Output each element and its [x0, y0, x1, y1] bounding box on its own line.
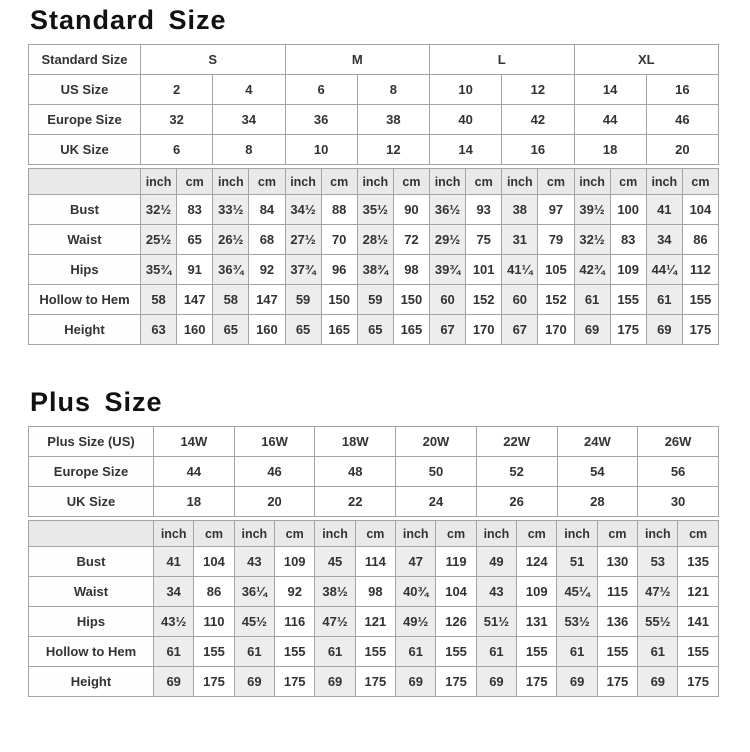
- table-row: [29, 667, 719, 697]
- measurement-value-cell: 109: [517, 577, 557, 607]
- unit-header-cell: cm: [177, 169, 213, 195]
- unit-header-cell: cm: [436, 521, 476, 547]
- measurement-value-cell: 86: [194, 577, 234, 607]
- size-number-cell: 52: [476, 457, 557, 487]
- measurement-value-cell: 93: [466, 195, 502, 225]
- measurement-value-cell: 34½: [285, 195, 321, 225]
- measurement-value-cell: 43: [476, 577, 516, 607]
- measurement-value-cell: 131: [517, 607, 557, 637]
- measurement-value-cell: 135: [678, 547, 718, 577]
- measurement-value-cell: 26½: [213, 225, 249, 255]
- row-label-cell: US Size: [29, 75, 141, 105]
- measurement-value-cell: 141: [678, 607, 718, 637]
- size-group-cell: M: [285, 45, 430, 75]
- size-number-cell: 20: [646, 135, 718, 165]
- measurement-value-cell: 101: [466, 255, 502, 285]
- row-label-cell: Bust: [29, 547, 154, 577]
- measurement-value-cell: 61: [646, 285, 682, 315]
- size-number-cell: 18: [154, 487, 235, 517]
- measurement-value-cell: 58: [141, 285, 177, 315]
- measurement-value-cell: 109: [610, 255, 646, 285]
- table-row: [29, 487, 719, 517]
- measurement-value-cell: 83: [177, 195, 213, 225]
- measurement-value-cell: 38¾: [357, 255, 393, 285]
- measurement-value-cell: 38: [502, 195, 538, 225]
- measurement-value-cell: 45½: [234, 607, 274, 637]
- table-row: [29, 285, 719, 315]
- unit-header-cell: cm: [355, 521, 395, 547]
- size-group-cell: L: [430, 45, 575, 75]
- measurement-value-cell: 35¾: [141, 255, 177, 285]
- measurement-value-cell: 79: [538, 225, 574, 255]
- measurement-value-cell: 115: [597, 577, 637, 607]
- unit-header-cell: inch: [502, 169, 538, 195]
- measurement-value-cell: 42¾: [574, 255, 610, 285]
- table-row: [29, 195, 719, 225]
- size-group-cell: 24W: [557, 427, 638, 457]
- table-row: [29, 577, 719, 607]
- measurement-value-cell: 63: [141, 315, 177, 345]
- unit-header-cell: inch: [315, 521, 355, 547]
- measurement-value-cell: 51: [557, 547, 597, 577]
- size-group-cell: 26W: [638, 427, 719, 457]
- measurement-value-cell: 35½: [357, 195, 393, 225]
- measurement-value-cell: 112: [682, 255, 718, 285]
- size-number-cell: 36: [285, 105, 357, 135]
- measurement-value-cell: 65: [177, 225, 213, 255]
- table-row: [29, 255, 719, 285]
- size-number-cell: 46: [646, 105, 718, 135]
- measurement-value-cell: 65: [213, 315, 249, 345]
- measurement-value-cell: 152: [466, 285, 502, 315]
- size-group-cell: 14W: [154, 427, 235, 457]
- measurement-value-cell: 60: [430, 285, 466, 315]
- measurement-value-cell: 31: [502, 225, 538, 255]
- measurement-value-cell: 27½: [285, 225, 321, 255]
- measurement-value-cell: 110: [194, 607, 234, 637]
- measurement-value-cell: 61: [557, 637, 597, 667]
- unit-header-cell: cm: [678, 521, 718, 547]
- measurement-value-cell: 130: [597, 547, 637, 577]
- measurement-value-cell: 98: [355, 577, 395, 607]
- measurement-value-cell: 147: [249, 285, 285, 315]
- measurement-value-cell: 69: [557, 667, 597, 697]
- row-label-cell: Waist: [29, 577, 154, 607]
- measurement-value-cell: 104: [436, 577, 476, 607]
- units-row: [29, 169, 719, 195]
- unit-header-cell: inch: [638, 521, 678, 547]
- measurement-value-cell: 175: [355, 667, 395, 697]
- measurements-table: [28, 520, 719, 697]
- unit-header-cell: inch: [430, 169, 466, 195]
- size-number-cell: 20: [234, 487, 315, 517]
- size-number-cell: 8: [213, 135, 285, 165]
- measurement-value-cell: 155: [682, 285, 718, 315]
- unit-header-cell: inch: [574, 169, 610, 195]
- measurement-value-cell: 51½: [476, 607, 516, 637]
- size-number-cell: 14: [430, 135, 502, 165]
- measurement-value-cell: 68: [249, 225, 285, 255]
- measurement-value-cell: 43½: [154, 607, 194, 637]
- measurement-value-cell: 92: [275, 577, 315, 607]
- measurement-value-cell: 25½: [141, 225, 177, 255]
- size-number-cell: 6: [285, 75, 357, 105]
- measurement-value-cell: 43: [234, 547, 274, 577]
- table-row: [29, 637, 719, 667]
- unit-header-cell: cm: [610, 169, 646, 195]
- row-label-cell: UK Size: [29, 135, 141, 165]
- measurement-value-cell: 155: [275, 637, 315, 667]
- measurement-value-cell: 90: [393, 195, 429, 225]
- measurement-value-cell: 69: [396, 667, 436, 697]
- table-row: [29, 105, 719, 135]
- size-number-cell: 14: [574, 75, 646, 105]
- measurement-value-cell: 37¾: [285, 255, 321, 285]
- measurement-value-cell: 119: [436, 547, 476, 577]
- size-number-cell: 34: [213, 105, 285, 135]
- measurement-value-cell: 47½: [315, 607, 355, 637]
- measurement-value-cell: 70: [321, 225, 357, 255]
- measurement-value-cell: 96: [321, 255, 357, 285]
- units-corner-cell: [29, 521, 154, 547]
- measurement-value-cell: 59: [357, 285, 393, 315]
- measurement-value-cell: 121: [678, 577, 718, 607]
- measurement-value-cell: 36¾: [213, 255, 249, 285]
- size-number-cell: 40: [430, 105, 502, 135]
- row-label-cell: Height: [29, 315, 141, 345]
- unit-header-cell: inch: [396, 521, 436, 547]
- unit-header-cell: cm: [538, 169, 574, 195]
- row-label-cell: Europe Size: [29, 105, 141, 135]
- size-group-cell: 22W: [476, 427, 557, 457]
- size-number-cell: 8: [357, 75, 429, 105]
- plus-size-title: Plus Size: [30, 387, 163, 417]
- measurement-value-cell: 67: [430, 315, 466, 345]
- unit-header-cell: cm: [393, 169, 429, 195]
- measurement-value-cell: 175: [275, 667, 315, 697]
- row-label-cell: Hollow to Hem: [29, 285, 141, 315]
- measurement-value-cell: 155: [436, 637, 476, 667]
- measurement-value-cell: 59: [285, 285, 321, 315]
- measurement-value-cell: 65: [357, 315, 393, 345]
- size-number-cell: 18: [574, 135, 646, 165]
- measurement-value-cell: 36¼: [234, 577, 274, 607]
- measurement-value-cell: 175: [517, 667, 557, 697]
- table-row: [29, 457, 719, 487]
- size-number-cell: 30: [638, 487, 719, 517]
- measurement-value-cell: 38½: [315, 577, 355, 607]
- measurement-value-cell: 61: [154, 637, 194, 667]
- size-group-cell: XL: [574, 45, 719, 75]
- unit-header-cell: inch: [141, 169, 177, 195]
- size-number-cell: 46: [234, 457, 315, 487]
- measurement-value-cell: 175: [610, 315, 646, 345]
- measurement-value-cell: 104: [682, 195, 718, 225]
- unit-header-cell: cm: [517, 521, 557, 547]
- measurement-value-cell: 69: [574, 315, 610, 345]
- measurement-value-cell: 41: [646, 195, 682, 225]
- measurement-value-cell: 175: [436, 667, 476, 697]
- table-row: [29, 45, 719, 75]
- row-label-cell: Hips: [29, 255, 141, 285]
- size-number-cell: 44: [574, 105, 646, 135]
- size-number-cell: 4: [213, 75, 285, 105]
- measurement-value-cell: 45: [315, 547, 355, 577]
- measurement-value-cell: 83: [610, 225, 646, 255]
- measurement-value-cell: 152: [538, 285, 574, 315]
- measurement-value-cell: 155: [517, 637, 557, 667]
- measurement-value-cell: 41: [154, 547, 194, 577]
- row-label-cell: Bust: [29, 195, 141, 225]
- measurement-value-cell: 47: [396, 547, 436, 577]
- measurement-value-cell: 175: [678, 667, 718, 697]
- unit-header-cell: cm: [682, 169, 718, 195]
- size-number-cell: 2: [141, 75, 213, 105]
- table-row: [29, 75, 719, 105]
- measurement-value-cell: 36½: [430, 195, 466, 225]
- measurement-value-cell: 86: [682, 225, 718, 255]
- measurement-value-cell: 155: [610, 285, 646, 315]
- measurement-value-cell: 155: [355, 637, 395, 667]
- measurement-value-cell: 109: [275, 547, 315, 577]
- measurement-value-cell: 34: [646, 225, 682, 255]
- standard-size-title: Standard Size: [30, 5, 227, 35]
- measurement-value-cell: 49: [476, 547, 516, 577]
- row-label-cell: Hips: [29, 607, 154, 637]
- size-number-cell: 42: [502, 105, 574, 135]
- size-number-cell: 44: [154, 457, 235, 487]
- measurement-value-cell: 40¾: [396, 577, 436, 607]
- measurement-value-cell: 65: [285, 315, 321, 345]
- measurement-value-cell: 61: [476, 637, 516, 667]
- size-number-cell: 26: [476, 487, 557, 517]
- size-group-cell: S: [141, 45, 286, 75]
- measurement-value-cell: 47½: [638, 577, 678, 607]
- size-group-cell: 18W: [315, 427, 396, 457]
- measurement-value-cell: 67: [502, 315, 538, 345]
- row-label-cell: UK Size: [29, 487, 154, 517]
- size-number-cell: 12: [357, 135, 429, 165]
- measurement-value-cell: 136: [597, 607, 637, 637]
- measurement-value-cell: 84: [249, 195, 285, 225]
- measurement-value-cell: 45¼: [557, 577, 597, 607]
- standard-size-section: [0, 5, 750, 345]
- row-label-cell: Europe Size: [29, 457, 154, 487]
- size-number-cell: 10: [285, 135, 357, 165]
- unit-header-cell: inch: [646, 169, 682, 195]
- measurement-value-cell: 34: [154, 577, 194, 607]
- measurement-value-cell: 91: [177, 255, 213, 285]
- unit-header-cell: cm: [275, 521, 315, 547]
- measurement-value-cell: 155: [678, 637, 718, 667]
- measurement-value-cell: 155: [194, 637, 234, 667]
- measurement-value-cell: 28½: [357, 225, 393, 255]
- measurement-value-cell: 69: [154, 667, 194, 697]
- unit-header-cell: inch: [476, 521, 516, 547]
- measurement-value-cell: 53½: [557, 607, 597, 637]
- size-number-cell: 16: [502, 135, 574, 165]
- measurement-value-cell: 61: [574, 285, 610, 315]
- size-number-cell: 28: [557, 487, 638, 517]
- plus-size-tables: [28, 426, 750, 697]
- measurement-value-cell: 61: [315, 637, 355, 667]
- table-row: [29, 427, 719, 457]
- measurement-value-cell: 126: [436, 607, 476, 637]
- size-number-cell: 10: [430, 75, 502, 105]
- measurement-value-cell: 33½: [213, 195, 249, 225]
- measurement-value-cell: 49½: [396, 607, 436, 637]
- measurement-value-cell: 150: [393, 285, 429, 315]
- measurements-table: [28, 168, 719, 345]
- measurement-value-cell: 69: [646, 315, 682, 345]
- size-system-table: [28, 426, 719, 517]
- measurement-value-cell: 39¾: [430, 255, 466, 285]
- measurement-value-cell: 160: [177, 315, 213, 345]
- size-group-cell: 20W: [396, 427, 477, 457]
- size-number-cell: 16: [646, 75, 718, 105]
- measurement-value-cell: 104: [194, 547, 234, 577]
- measurement-value-cell: 100: [610, 195, 646, 225]
- table-row: [29, 315, 719, 345]
- measurement-value-cell: 165: [321, 315, 357, 345]
- units-row: [29, 521, 719, 547]
- measurement-value-cell: 175: [597, 667, 637, 697]
- measurement-value-cell: 92: [249, 255, 285, 285]
- size-system-table: [28, 44, 719, 165]
- size-number-cell: 6: [141, 135, 213, 165]
- measurement-value-cell: 121: [355, 607, 395, 637]
- measurement-value-cell: 69: [234, 667, 274, 697]
- table-row: [29, 225, 719, 255]
- row-label-cell: Height: [29, 667, 154, 697]
- size-number-cell: 38: [357, 105, 429, 135]
- measurement-value-cell: 97: [538, 195, 574, 225]
- measurement-value-cell: 165: [393, 315, 429, 345]
- measurement-value-cell: 72: [393, 225, 429, 255]
- measurement-value-cell: 29½: [430, 225, 466, 255]
- size-number-cell: 32: [141, 105, 213, 135]
- plus-size-section: [0, 387, 750, 697]
- measurement-value-cell: 175: [682, 315, 718, 345]
- measurement-value-cell: 32½: [141, 195, 177, 225]
- measurement-value-cell: 160: [249, 315, 285, 345]
- measurement-value-cell: 105: [538, 255, 574, 285]
- measurement-value-cell: 124: [517, 547, 557, 577]
- measurement-value-cell: 147: [177, 285, 213, 315]
- size-number-cell: 54: [557, 457, 638, 487]
- measurement-value-cell: 116: [275, 607, 315, 637]
- measurement-value-cell: 75: [466, 225, 502, 255]
- measurement-value-cell: 60: [502, 285, 538, 315]
- size-group-cell: 16W: [234, 427, 315, 457]
- standard-size-tables: [28, 44, 750, 345]
- row-label-cell: Hollow to Hem: [29, 637, 154, 667]
- measurement-value-cell: 32½: [574, 225, 610, 255]
- unit-header-cell: inch: [557, 521, 597, 547]
- unit-header-cell: cm: [194, 521, 234, 547]
- size-number-cell: 24: [396, 487, 477, 517]
- size-number-cell: 50: [396, 457, 477, 487]
- table-row: [29, 135, 719, 165]
- measurement-value-cell: 170: [538, 315, 574, 345]
- unit-header-cell: inch: [234, 521, 274, 547]
- measurement-value-cell: 39½: [574, 195, 610, 225]
- measurement-value-cell: 88: [321, 195, 357, 225]
- unit-header-cell: cm: [466, 169, 502, 195]
- measurement-value-cell: 55½: [638, 607, 678, 637]
- corner-label-cell: Plus Size (US): [29, 427, 154, 457]
- unit-header-cell: inch: [154, 521, 194, 547]
- size-number-cell: 12: [502, 75, 574, 105]
- measurement-value-cell: 69: [638, 667, 678, 697]
- row-label-cell: Waist: [29, 225, 141, 255]
- measurement-value-cell: 155: [597, 637, 637, 667]
- measurement-value-cell: 61: [638, 637, 678, 667]
- size-number-cell: 22: [315, 487, 396, 517]
- unit-header-cell: cm: [597, 521, 637, 547]
- measurement-value-cell: 53: [638, 547, 678, 577]
- unit-header-cell: inch: [213, 169, 249, 195]
- measurement-value-cell: 41¼: [502, 255, 538, 285]
- table-row: [29, 607, 719, 637]
- measurement-value-cell: 44¼: [646, 255, 682, 285]
- measurement-value-cell: 69: [315, 667, 355, 697]
- size-number-cell: 56: [638, 457, 719, 487]
- measurement-value-cell: 175: [194, 667, 234, 697]
- measurement-value-cell: 69: [476, 667, 516, 697]
- unit-header-cell: cm: [249, 169, 285, 195]
- unit-header-cell: inch: [357, 169, 393, 195]
- measurement-value-cell: 170: [466, 315, 502, 345]
- unit-header-cell: cm: [321, 169, 357, 195]
- size-number-cell: 48: [315, 457, 396, 487]
- unit-header-cell: inch: [285, 169, 321, 195]
- measurement-value-cell: 58: [213, 285, 249, 315]
- measurement-value-cell: 114: [355, 547, 395, 577]
- measurement-value-cell: 61: [396, 637, 436, 667]
- measurement-value-cell: 61: [234, 637, 274, 667]
- table-row: [29, 547, 719, 577]
- units-corner-cell: [29, 169, 141, 195]
- measurement-value-cell: 150: [321, 285, 357, 315]
- measurement-value-cell: 98: [393, 255, 429, 285]
- corner-label-cell: Standard Size: [29, 45, 141, 75]
